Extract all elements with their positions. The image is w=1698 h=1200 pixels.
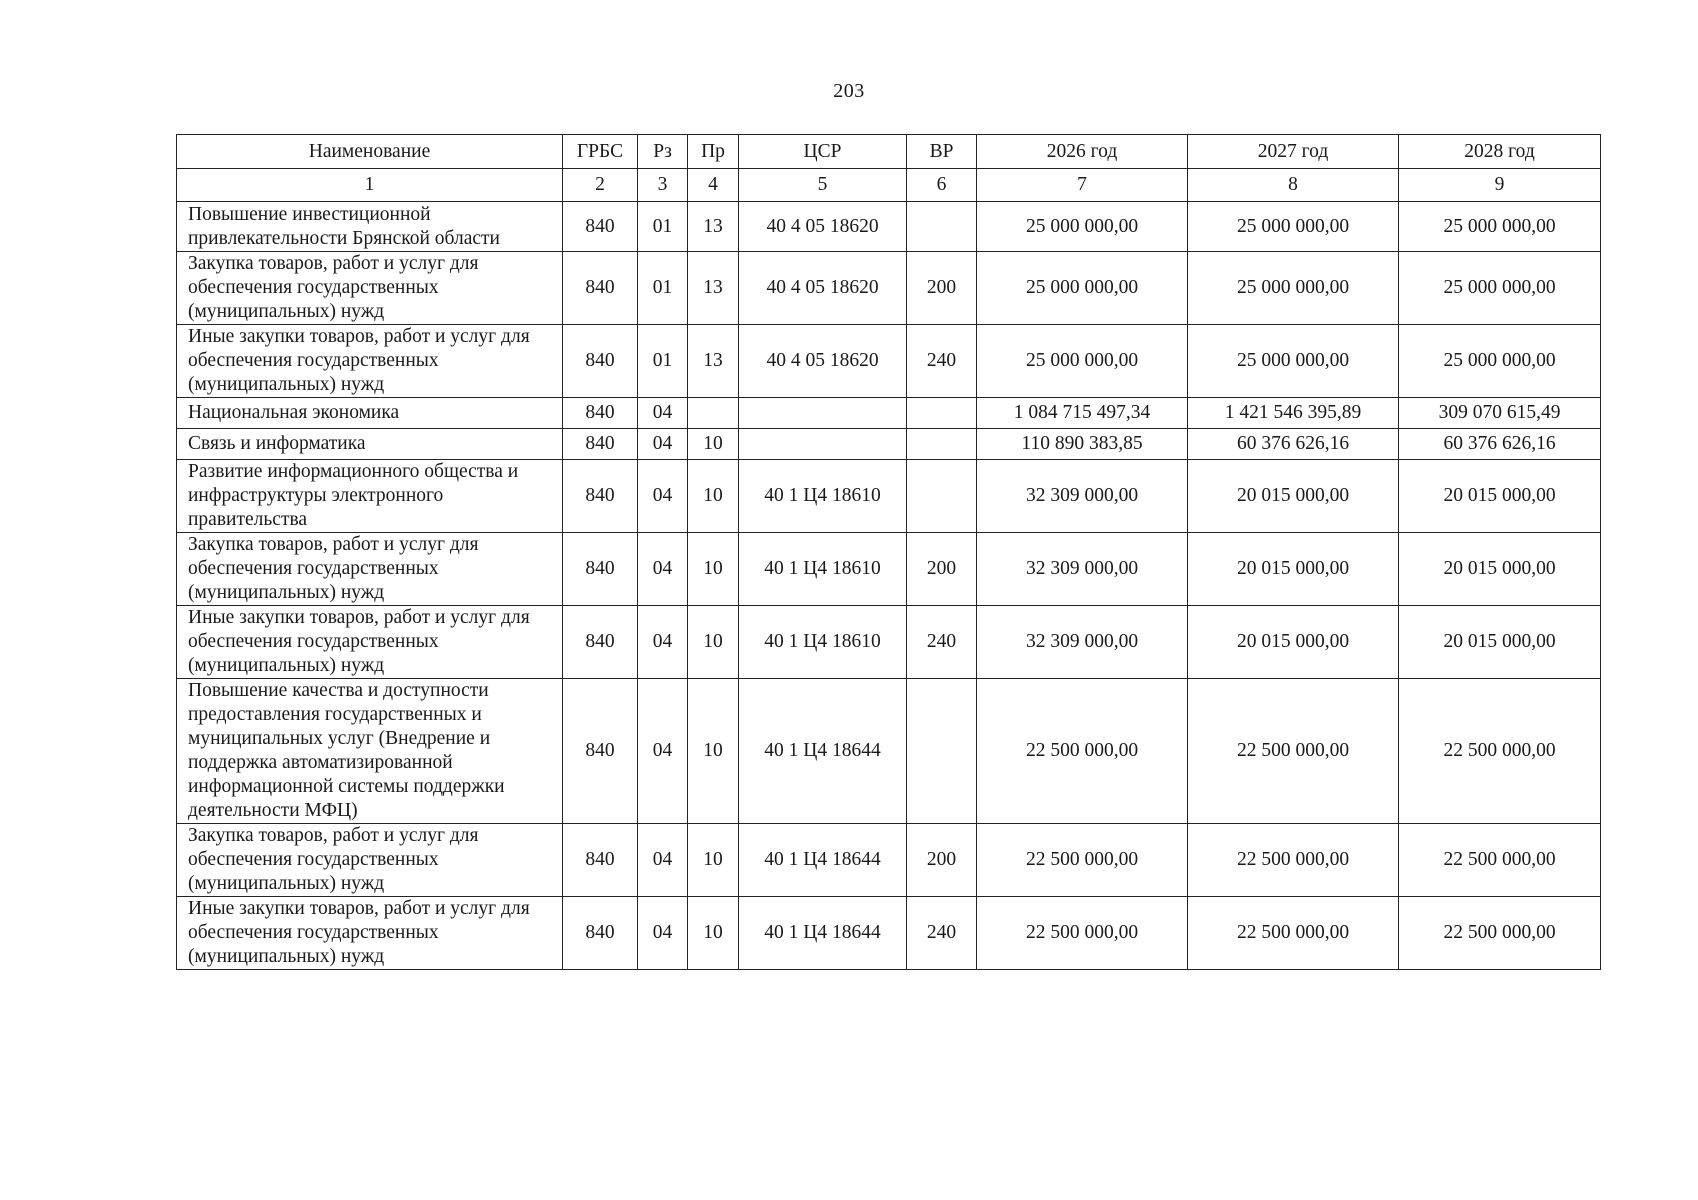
row-amount-2026: 25 000 000,00	[977, 202, 1188, 252]
table-row	[177, 429, 1601, 460]
row-amount-2027: 22 500 000,00	[1188, 679, 1399, 824]
row-name-cell: Иные закупки товаров, работ и услуг для обеспечения государственных (муниципальных) нужд	[177, 606, 563, 679]
row-amount-2026: 110 890 383,85	[977, 429, 1188, 460]
column-number: 8	[1188, 169, 1399, 202]
row-name-cell: Национальная экономика	[177, 398, 563, 429]
row-amount-2026: 22 500 000,00	[977, 679, 1188, 824]
row-grbs-cell: 840	[563, 398, 638, 429]
row-amount-2028: 60 376 626,16	[1399, 429, 1601, 460]
row-name-cell: Иные закупки товаров, работ и услуг для обеспечения государственных (муниципальных) нужд	[177, 897, 563, 970]
row-amount-2026: 22 500 000,00	[977, 824, 1188, 897]
row-grbs-cell: 840	[563, 429, 638, 460]
row-amount-2026: 25 000 000,00	[977, 252, 1188, 325]
row-amount-2027: 60 376 626,16	[1188, 429, 1399, 460]
row-amount-2027: 25 000 000,00	[1188, 325, 1399, 398]
column-number: 2	[563, 169, 638, 202]
row-name-cell: Иные закупки товаров, работ и услуг для обеспечения государственных (муниципальных) нужд	[177, 325, 563, 398]
row-rz-cell: 04	[638, 429, 688, 460]
row-csr-cell	[739, 398, 907, 429]
column-number: 5	[739, 169, 907, 202]
row-amount-2028: 25 000 000,00	[1399, 252, 1601, 325]
row-amount-2027: 20 015 000,00	[1188, 460, 1399, 533]
row-csr-cell	[739, 429, 907, 460]
row-amount-2026: 32 309 000,00	[977, 606, 1188, 679]
column-number: 4	[688, 169, 739, 202]
row-csr-cell: 40 4 05 18620	[739, 202, 907, 252]
row-rz-cell: 04	[638, 460, 688, 533]
row-pr-cell: 10	[688, 429, 739, 460]
column-number: 7	[977, 169, 1188, 202]
row-amount-2028: 20 015 000,00	[1399, 460, 1601, 533]
page-number: 203	[833, 80, 865, 102]
row-name-cell: Закупка товаров, работ и услуг для обеспечения государственных (муниципальных) нужд	[177, 824, 563, 897]
row-vr-cell	[907, 679, 977, 824]
row-grbs-cell: 840	[563, 325, 638, 398]
row-vr-cell: 200	[907, 252, 977, 325]
row-amount-2026: 1 084 715 497,34	[977, 398, 1188, 429]
row-amount-2027: 20 015 000,00	[1188, 533, 1399, 606]
row-rz-cell: 04	[638, 679, 688, 824]
row-grbs-cell: 840	[563, 460, 638, 533]
row-pr-cell: 10	[688, 897, 739, 970]
table-row	[177, 252, 1601, 325]
row-amount-2026: 22 500 000,00	[977, 897, 1188, 970]
row-rz-cell: 01	[638, 325, 688, 398]
row-pr-cell: 10	[688, 460, 739, 533]
row-name-cell: Закупка товаров, работ и услуг для обеспечения государственных (муниципальных) нужд	[177, 252, 563, 325]
row-pr-cell: 13	[688, 202, 739, 252]
row-rz-cell: 04	[638, 398, 688, 429]
row-rz-cell: 04	[638, 533, 688, 606]
column-number: 6	[907, 169, 977, 202]
table-row	[177, 533, 1601, 606]
row-amount-2028: 25 000 000,00	[1399, 325, 1601, 398]
row-grbs-cell: 840	[563, 679, 638, 824]
header-rz: Рз	[638, 135, 688, 169]
row-vr-cell: 200	[907, 533, 977, 606]
row-rz-cell: 04	[638, 606, 688, 679]
row-vr-cell: 200	[907, 824, 977, 897]
row-amount-2026: 25 000 000,00	[977, 325, 1188, 398]
row-csr-cell: 40 1 Ц4 18644	[739, 679, 907, 824]
table-row	[177, 679, 1601, 824]
row-name-cell: Повышение инвестиционной привлекательности Брянской области	[177, 202, 563, 252]
row-grbs-cell: 840	[563, 606, 638, 679]
header-grbs: ГРБС	[563, 135, 638, 169]
row-grbs-cell: 840	[563, 252, 638, 325]
row-grbs-cell: 840	[563, 533, 638, 606]
row-name-cell: Повышение качества и доступности предоставления государственных и муниципальных услуг (Внедрение и поддержка автоматизированной информационной системы поддержки деятельности МФЦ)	[177, 679, 563, 824]
row-vr-cell	[907, 202, 977, 252]
row-pr-cell: 10	[688, 606, 739, 679]
row-amount-2028: 20 015 000,00	[1399, 606, 1601, 679]
table-row	[177, 398, 1601, 429]
row-amount-2026: 32 309 000,00	[977, 533, 1188, 606]
row-vr-cell: 240	[907, 325, 977, 398]
row-pr-cell: 10	[688, 533, 739, 606]
row-name-cell: Развитие информационного общества и инфраструктуры электронного правительства	[177, 460, 563, 533]
row-rz-cell: 01	[638, 252, 688, 325]
header-year-2028: 2028 год	[1399, 135, 1601, 169]
row-rz-cell: 04	[638, 897, 688, 970]
row-csr-cell: 40 4 05 18620	[739, 252, 907, 325]
row-pr-cell: 10	[688, 824, 739, 897]
row-amount-2026: 32 309 000,00	[977, 460, 1188, 533]
row-vr-cell	[907, 460, 977, 533]
table-row	[177, 606, 1601, 679]
row-amount-2028: 22 500 000,00	[1399, 824, 1601, 897]
header-year-2026: 2026 год	[977, 135, 1188, 169]
header-row	[177, 135, 1601, 169]
column-number-row	[177, 169, 1601, 202]
row-pr-cell: 10	[688, 679, 739, 824]
row-csr-cell: 40 1 Ц4 18644	[739, 824, 907, 897]
column-number: 3	[638, 169, 688, 202]
header-csr: ЦСР	[739, 135, 907, 169]
row-pr-cell: 13	[688, 325, 739, 398]
row-amount-2027: 25 000 000,00	[1188, 202, 1399, 252]
row-amount-2028: 25 000 000,00	[1399, 202, 1601, 252]
header-year-2027: 2027 год	[1188, 135, 1399, 169]
row-csr-cell: 40 1 Ц4 18610	[739, 533, 907, 606]
row-amount-2027: 1 421 546 395,89	[1188, 398, 1399, 429]
row-csr-cell: 40 1 Ц4 18644	[739, 897, 907, 970]
row-amount-2028: 309 070 615,49	[1399, 398, 1601, 429]
table-row	[177, 824, 1601, 897]
row-name-cell: Закупка товаров, работ и услуг для обеспечения государственных (муниципальных) нужд	[177, 533, 563, 606]
header-name: Наименование	[177, 135, 563, 169]
row-pr-cell	[688, 398, 739, 429]
row-rz-cell: 01	[638, 202, 688, 252]
budget-table	[176, 134, 1601, 970]
row-pr-cell: 13	[688, 252, 739, 325]
table-row	[177, 325, 1601, 398]
column-number: 9	[1399, 169, 1601, 202]
row-amount-2027: 22 500 000,00	[1188, 824, 1399, 897]
row-vr-cell	[907, 398, 977, 429]
table-row	[177, 897, 1601, 970]
row-rz-cell: 04	[638, 824, 688, 897]
row-amount-2028: 22 500 000,00	[1399, 679, 1601, 824]
row-grbs-cell: 840	[563, 897, 638, 970]
row-csr-cell: 40 4 05 18620	[739, 325, 907, 398]
row-vr-cell: 240	[907, 606, 977, 679]
row-amount-2027: 22 500 000,00	[1188, 897, 1399, 970]
header-pr: Пр	[688, 135, 739, 169]
row-grbs-cell: 840	[563, 202, 638, 252]
table-row	[177, 202, 1601, 252]
row-grbs-cell: 840	[563, 824, 638, 897]
row-vr-cell: 240	[907, 897, 977, 970]
column-number: 1	[177, 169, 563, 202]
table-row	[177, 460, 1601, 533]
row-amount-2028: 22 500 000,00	[1399, 897, 1601, 970]
header-vr: ВР	[907, 135, 977, 169]
row-name-cell: Связь и информатика	[177, 429, 563, 460]
row-vr-cell	[907, 429, 977, 460]
row-amount-2027: 25 000 000,00	[1188, 252, 1399, 325]
row-amount-2028: 20 015 000,00	[1399, 533, 1601, 606]
row-csr-cell: 40 1 Ц4 18610	[739, 460, 907, 533]
row-csr-cell: 40 1 Ц4 18610	[739, 606, 907, 679]
row-amount-2027: 20 015 000,00	[1188, 606, 1399, 679]
